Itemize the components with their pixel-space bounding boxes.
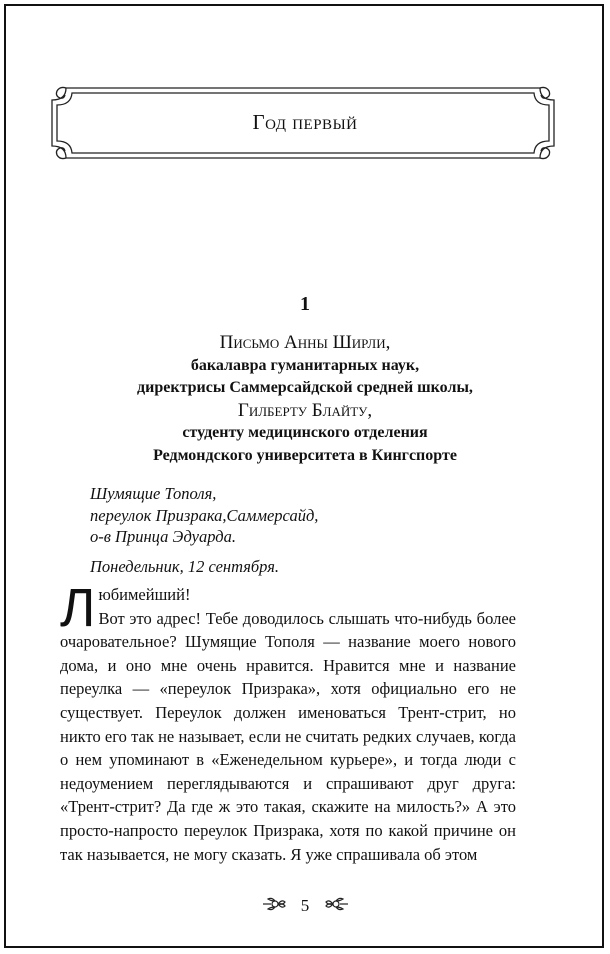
address-line-4: Гилберту Блайту,	[237, 399, 373, 421]
letterhead-line-3: о-в Принца Эдуарда.	[90, 527, 236, 546]
letter-address-block	[60, 332, 550, 467]
fleuron-left-icon	[261, 896, 287, 917]
address-line-6: Редмондского университета в Кингспорте	[153, 446, 457, 464]
address-line-3: директрисы Саммерсайдской средней школы,	[137, 379, 473, 396]
page-number: 5	[300, 896, 310, 916]
chapter-number: 1	[300, 293, 310, 315]
body-paragraph: Вот это адрес! Тебе доводилось слышать что-нибудь более очаровательное? Шумящие Тополя — название моего нового дома, и оно мне очень нравится. Нравится мне и название переулка — «переулок Призрака», хотя официально его не существует. Переулок должен именоваться Трент-стрит, но никто его так не называет, если не считать редких случаев, когда о нем упоминают в «Еженедельном курьере», и тогда люди с недоумением переглядываются и спрашивают друг друга: «Трент-стрит? Да где ж это такая, скажите на милость?» А это просто-напросто переулок Призрака, хотя по какой причине он так называется, не могу сказать. Я уже спрашивала об этом	[60, 608, 516, 864]
letterhead-line-2: переулок Призрака,Саммерсайд,	[90, 505, 319, 525]
address-line-1: Письмо Анны Ширли,	[219, 332, 391, 353]
letter-date: Понедельник, 12 сентября.	[90, 556, 279, 576]
letterhead-line-1: Шумящие Тополя,	[90, 484, 217, 503]
letterhead	[90, 483, 318, 577]
drop-cap: Л	[60, 578, 96, 638]
chapter-heading: Год первый	[252, 110, 358, 134]
letter-body	[60, 578, 516, 866]
salutation: юбимейший!	[98, 585, 191, 604]
address-line-5: студенту медицинского отделения	[182, 424, 428, 441]
fleuron-right-icon	[324, 896, 350, 917]
page-footer	[0, 895, 610, 917]
address-line-2: бакалавра гуманитарных наук,	[190, 356, 420, 374]
